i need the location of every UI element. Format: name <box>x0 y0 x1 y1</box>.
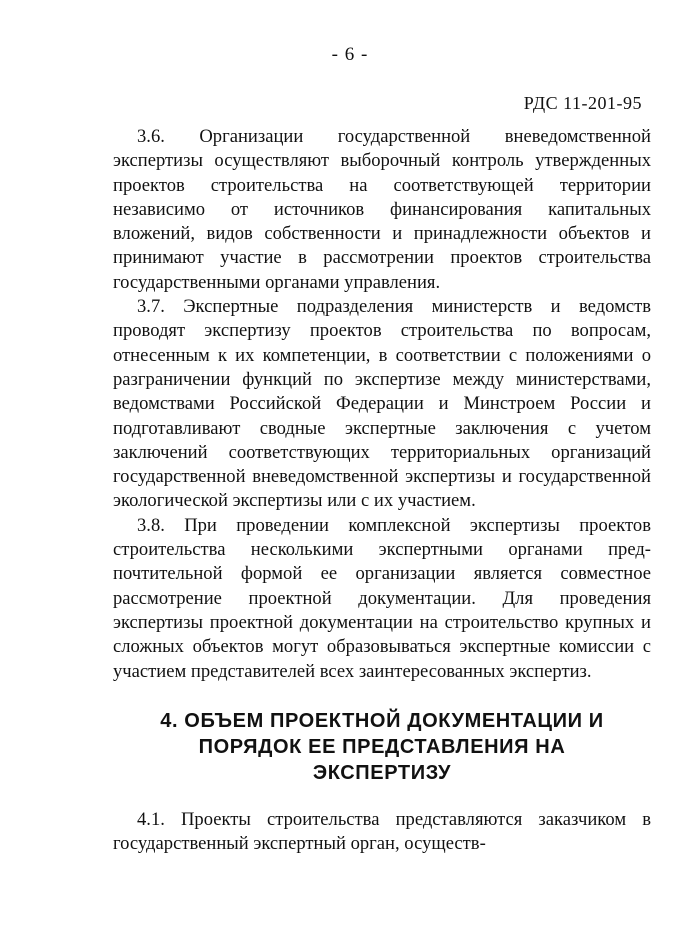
page-number: - 6 - <box>331 44 369 65</box>
section-heading-line-3: ЭКСПЕРТИЗУ <box>312 761 452 784</box>
paragraph-3-8: 3.8. При проведении комплексной экспертизы проектов строительства несколькими экспертными органами предпочтительной формой ее организации является совместное рассмотрение проектной документации. Для проведения экспертизы проектной документации на строительство крупных и сложных объектов могут образовываться экспертные комиссии с участием представителей всех заинтересованных экспертиз. <box>113 514 651 682</box>
paragraph-3-7: 3.7. Экспертные подразделения министерств и ведомств проводят экспертизу проектов строительства по вопросам, отнесенным к их компетенции, в соответствии с положениями о разграничении функций по экспертизе между министерствами, ведомствами Российской Федерации и Минстроем России и подготавливают сводные экспертные заключения с учетом заключений соответствующих территориальных организаций государственной вневедомственной экспертизы и государственной экологической экспертизы или с их участием. <box>113 296 651 512</box>
section-heading-line-1: 4. ОБЪЕМ ПРОЕКТНОЙ ДОКУМЕНТАЦИИ И <box>160 709 604 732</box>
section-heading <box>113 708 651 786</box>
document-code: РДС 11-201-95 <box>523 93 642 113</box>
paragraph-3-6: 3.6. Организации государственной вневедомственной экспертизы осуществляют выборочный контроль утвержденных проектов строительства на соответствующей территории независимо от источников финансирования капитальных вложений, видов собственности и принадлежности объектов и принимают участие в рассмотрении проектов строительства государственными органами управления. <box>113 126 651 293</box>
document-body <box>113 125 651 856</box>
paragraph-4-1: 4.1. Проекты строительства представляются заказчиком в государственный экспертный орган, осуществ- <box>113 808 651 855</box>
section-heading-line-2: ПОРЯДОК ЕЕ ПРЕДСТАВЛЕНИЯ НА <box>198 735 566 758</box>
